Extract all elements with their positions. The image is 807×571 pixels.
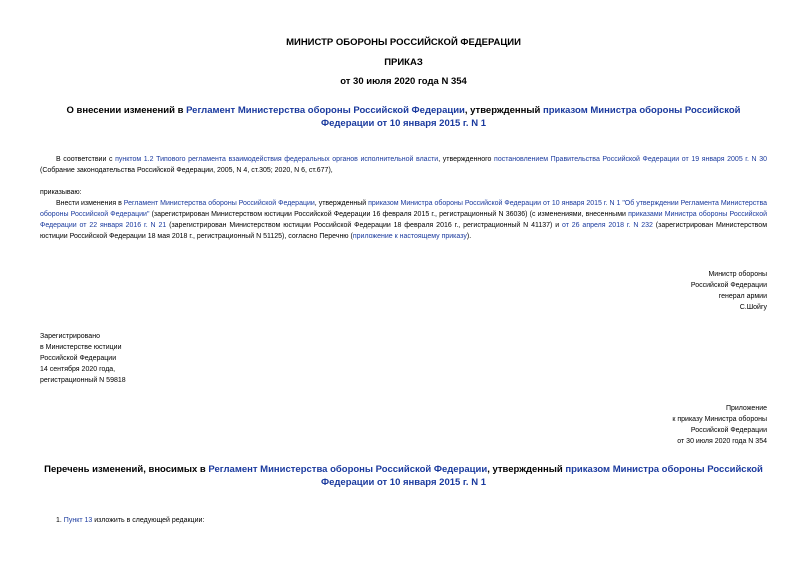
signature-name: С.Шойгу <box>739 304 767 311</box>
appendix-line: от 30 июля 2020 года N 354 <box>677 438 767 445</box>
registration-line: в Министерстве юстиции <box>40 344 122 351</box>
link-appendix[interactable]: приложение к настоящему приказу <box>352 233 467 240</box>
body-text: , утвержденный <box>314 200 369 207</box>
body-paragraph <box>40 198 767 242</box>
order-word: приказываю: <box>40 189 82 196</box>
link-order-2015-list[interactable]: приказом Министра обороны Российской Федерации от 10 января 2015 г. N 1 <box>321 464 763 488</box>
signature-line: Российской Федерации <box>690 282 767 289</box>
link-order-2015[interactable]: приказом Министра обороны Российской Федерации от 10 января 2015 г. N 1 <box>321 105 741 129</box>
appendix-line: Российской Федерации <box>690 427 767 434</box>
preamble-text: , утвержденного <box>438 156 495 163</box>
list-item <box>56 515 656 526</box>
signature-line: генерал армии <box>718 293 767 300</box>
body-text: ). <box>466 233 472 240</box>
item-number: 1. <box>56 517 64 524</box>
link-typical-reglament[interactable]: пунктом 1.2 Типового регламента взаимодействия федеральных органов исполнительной власти <box>115 156 439 163</box>
link-reglament-body[interactable]: Регламент Министерства обороны Российской Федерации <box>123 200 315 207</box>
link-order-2018[interactable]: от 26 апреля 2018 г. N 232 <box>561 222 653 229</box>
list-title-text: Перечень изменений, вносимых в <box>44 464 209 475</box>
doc-type: ПРИКАЗ <box>384 57 423 68</box>
registration-block <box>40 331 240 386</box>
item-text: изложить в следующей редакции: <box>92 517 205 524</box>
doc-date-number: от 30 июля 2020 года N 354 <box>340 76 467 87</box>
appendix-line: Приложение <box>725 405 767 412</box>
registration-line: Российской Федерации <box>40 355 117 362</box>
link-item-13[interactable]: Пункт 13 <box>63 517 93 524</box>
subject-heading <box>40 104 767 130</box>
body-text: (зарегистрирован Министерством юстиции Российской Федерации 18 февраля 2016 г., регистрационный N 41137) и <box>166 222 562 229</box>
ministry-title: МИНИСТР ОБОРОНЫ РОССИЙСКОЙ ФЕДЕРАЦИИ <box>286 37 521 48</box>
link-reglament-list[interactable]: Регламент Министерства обороны Российской Федерации <box>208 464 488 475</box>
body-text: Внести изменения в <box>56 200 124 207</box>
registration-line: Зарегистрировано <box>40 333 100 340</box>
preamble-paragraph <box>40 154 767 176</box>
link-order-2015-body[interactable]: приказом Министра обороны Российской Федерации от 10 января 2015 г. N 1 "Об утверждении Регламента Министерства обороны Российской Федерации" <box>40 200 767 218</box>
link-reglament[interactable]: Регламент Министерства обороны Российской Федерации <box>186 105 465 116</box>
list-title-text: , утвержденный <box>487 464 566 475</box>
signature-line: Министр обороны <box>708 271 767 278</box>
appendix-block <box>567 403 767 447</box>
link-government-resolution[interactable]: постановлением Правительства Российской Федерации от 19 января 2005 г. N 30 <box>494 156 767 163</box>
link-order-2016[interactable]: приказами Министра обороны Российской Федерации от 22 января 2016 г. N 21 <box>40 211 767 229</box>
preamble-text: (Собрание законодательства Российской Федерации, 2005, N 4, ст.305; 2020, N 6, ст.677), <box>40 167 333 174</box>
signature-block <box>567 269 767 313</box>
registration-number: регистрационный N 59818 <box>40 377 126 384</box>
registration-line: 14 сентября 2020 года, <box>40 366 116 373</box>
body-text: (зарегистрирован Министерством юстиции Российской Федерации 16 февраля 2015 г., регистрационный N 36036) (с изменениями, внесенными <box>149 211 629 218</box>
body-text: (зарегистрирован Министерством юстиции Российской Федерации 18 мая 2018 г., регистрационный N 51125), согласно Перечню ( <box>40 222 768 240</box>
preamble-text: В соответствии с <box>56 156 116 163</box>
changes-list-title <box>40 463 767 489</box>
subject-text: , утвержденный <box>464 105 543 116</box>
appendix-line: к приказу Министра обороны <box>672 416 767 423</box>
subject-text: О внесении изменений в <box>66 105 187 116</box>
